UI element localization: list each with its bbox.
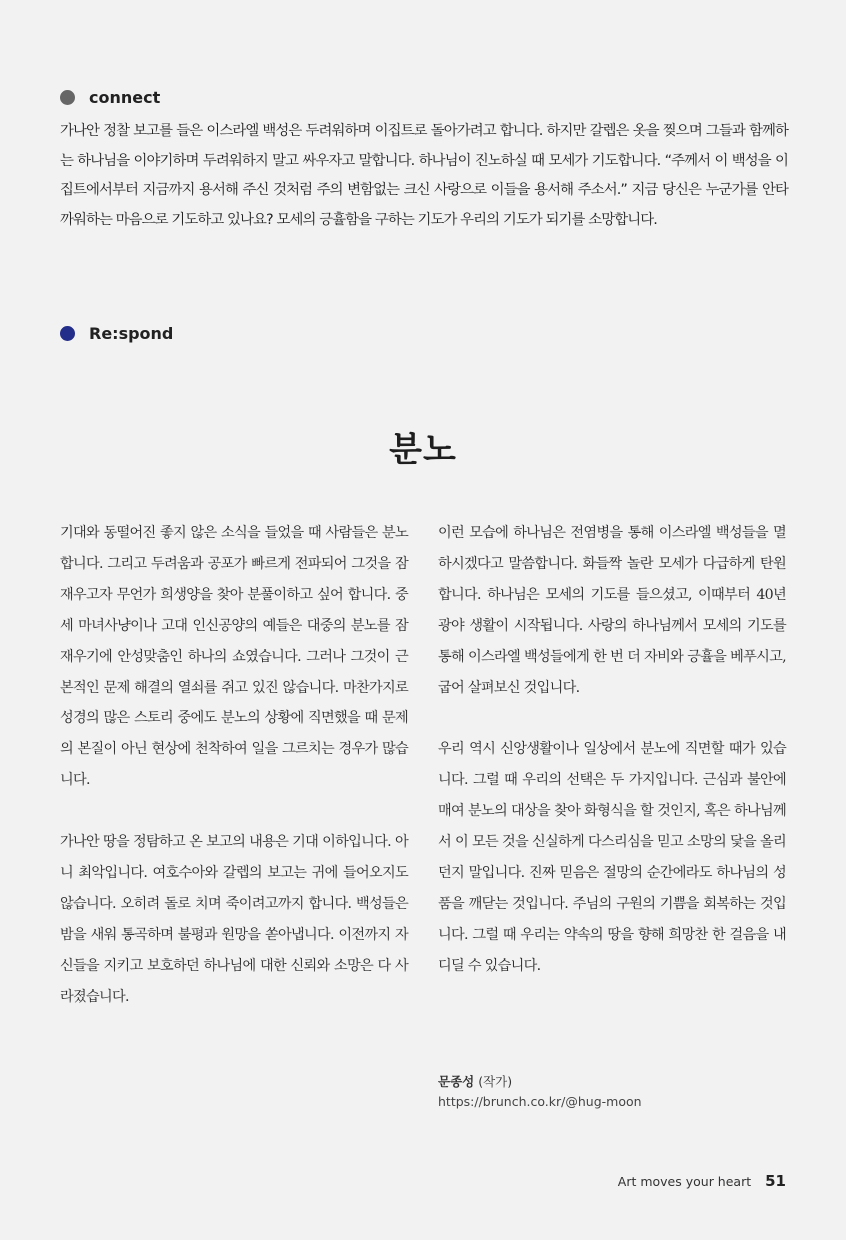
author-credit	[438, 1072, 642, 1112]
connect-body: 가나안 정찰 보고를 들은 이스라엘 백성은 두려워하며 이집트로 돌아가려고 합니다. 하지만 갈렙은 옷을 찢으며 그들과 함께하는 하나님을 이야기하며 두려워하지 말고 싸우자고 말합니다. 하나님이 진노하실 때 모세가 기도합니다. “주께서 이 백성을 이집트에서부터 지금까지 용서해 주신 것처럼 주의 변함없는 크신 사랑으로 이들을 용서해 주소서.” 지금 당신은 누군가를 안타까워하는 마음으로 기도하고 있나요? 모세의 긍휼함을 구하는 기도가 우리의 기도가 되기를 소망합니다.	[60, 123, 788, 228]
bullet-dot-icon	[60, 90, 75, 105]
page-footer	[618, 1172, 786, 1190]
paragraph: 가나안 땅을 정탐하고 온 보고의 내용은 기대 이하입니다. 아니 최악입니다. 여호수아와 갈렙의 보고는 귀에 들어오지도 않습니다. 오히려 돌로 치며 죽이려고까지 합니다. 백성들은 밤을 새워 통곡하며 불평과 원망을 쏟아냅니다. 이전까지 자신들을 지키고 보호하던 하나님에 대한 신뢰와 소망은 다 사라졌습니다.	[60, 834, 408, 1005]
author-name: 문종성	[438, 1074, 475, 1089]
page-number: 51	[765, 1172, 786, 1190]
paragraph: 우리 역시 신앙생활이나 일상에서 분노에 직면할 때가 있습니다. 그럴 때 우리의 선택은 두 가지입니다. 근심과 불안에 매여 분노의 대상을 찾아 화형식을 할 것인지, 혹은 하나님께서 이 모든 것을 신실하게 다스리심을 믿고 소망의 닻을 올리던지 말입니다. 진짜 믿음은 절망의 순간에라도 하나님의 성품을 깨닫는 것입니다. 주님의 구원의 기쁨을 회복하는 것입니다. 그럴 때 우리는 약속의 땅을 향해 희망찬 한 걸음을 내디딜 수 있습니다.	[438, 741, 786, 974]
left-column	[60, 518, 408, 1043]
respond-label: Re:spond	[89, 324, 174, 343]
footer-tagline: Art moves your heart	[617, 1174, 752, 1189]
respond-section-header	[60, 324, 173, 343]
connect-section-header	[60, 88, 160, 107]
author-role: (작가)	[478, 1074, 513, 1089]
author-url[interactable]: https://brunch.co.kr/@hug-moon	[438, 1094, 642, 1109]
connect-label: connect	[89, 88, 161, 107]
right-column	[438, 518, 786, 1012]
article-title: 분노	[389, 430, 457, 470]
bullet-dot-icon	[60, 326, 75, 341]
paragraph: 기대와 동떨어진 좋지 않은 소식을 들었을 때 사람들은 분노합니다. 그리고 두려움과 공포가 빠르게 전파되어 그것을 잠재우고자 무언가 희생양을 찾아 분풀이하고 싶어 합니다. 중세 마녀사냥이나 고대 인신공양의 예들은 대중의 분노를 잠재우기에 안성맞춤인 하나의 쇼였습니다. 그러나 그것이 근본적인 문제 해결의 열쇠를 쥐고 있진 않습니다. 마찬가지로 성경의 많은 스토리 중에도 분노의 상황에 직면했을 때 문제의 본질이 아닌 현상에 천착하여 일을 그르치는 경우가 많습니다.	[60, 525, 408, 789]
paragraph: 이런 모습에 하나님은 전염병을 통해 이스라엘 백성들을 멸하시겠다고 말씀합니다. 화들짝 놀란 모세가 다급하게 탄원합니다. 하나님은 모세의 기도를 들으셨고, 이때부터 40년 광야 생활이 시작됩니다. 사랑의 하나님께서 모세의 기도를 통해 이스라엘 백성들에게 한 번 더 자비와 긍휼을 베푸시고, 굽어 살펴보신 것입니다.	[438, 525, 786, 696]
